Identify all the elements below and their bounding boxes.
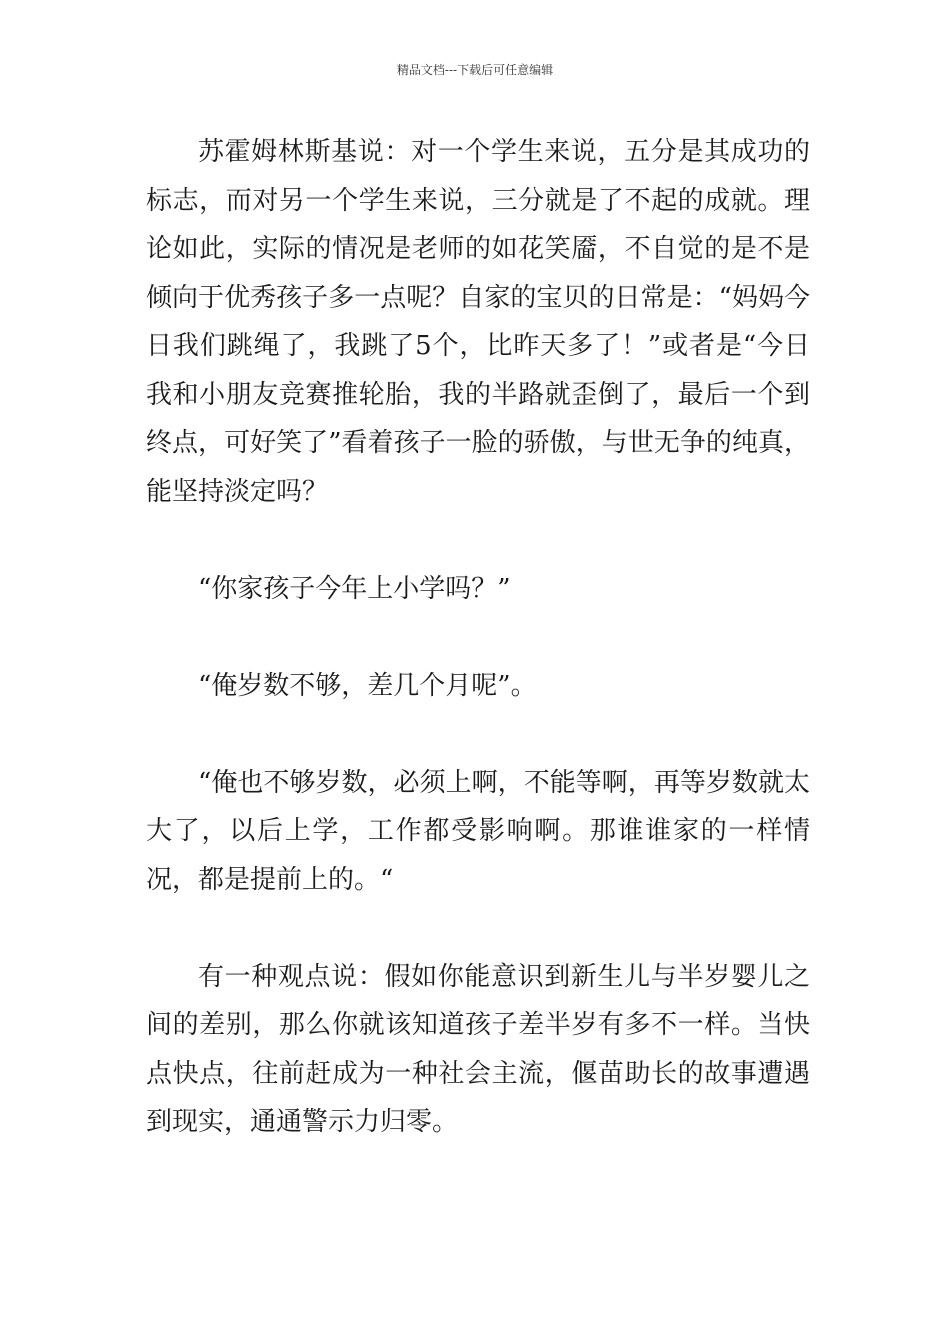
paragraph-spacer — [146, 710, 810, 759]
paragraph-spacer — [146, 516, 810, 565]
paragraph-dialogue-reply: “俺也不够岁数，必须上啊，不能等啊，再等岁数就太大了，以后上学，工作都受影响啊。那谁谁家的一样情况，都是提前上的。“ — [146, 767, 810, 895]
document-body — [146, 128, 810, 1147]
page-header: 精品文档---下载后可任意编辑 — [396, 63, 554, 77]
paragraph-dialogue-question: “你家孩子今年上小学吗？” — [198, 573, 511, 604]
paragraph-spacer — [146, 613, 810, 662]
paragraph-viewpoint: 有一种观点说：假如你能意识到新生儿与半岁婴儿之间的差别，那么你就该知道孩子差半岁有多不一样。当快点快点，往前赶成为一种社会主流，偃苗助长的故事遭遇到现实，通通警示力归零。 — [146, 961, 810, 1137]
paragraph-spacer — [146, 904, 810, 953]
paragraph-suhomlinsky: 苏霍姆林斯基说：对一个学生来说，五分是其成功的标志，而对另一个学生来说，三分就是了不起的成就。理论如此，实际的情况是老师的如花笑靥，不自觉的是不是倾向于优秀孩子多一点呢？自家的宝贝的日常是：“妈妈今日我们跳绳了，我跳了5个，比昨天多了！”或者是“今日我和小朋友竞赛推轮胎，我的半路就歪倒了，最后一个到终点，可好笑了”看着孩子一脸的骄傲，与世无争的纯真，能坚持淡定吗？ — [146, 137, 810, 507]
paragraph-dialogue-answer: “俺岁数不够，差几个月呢”。 — [198, 670, 537, 701]
